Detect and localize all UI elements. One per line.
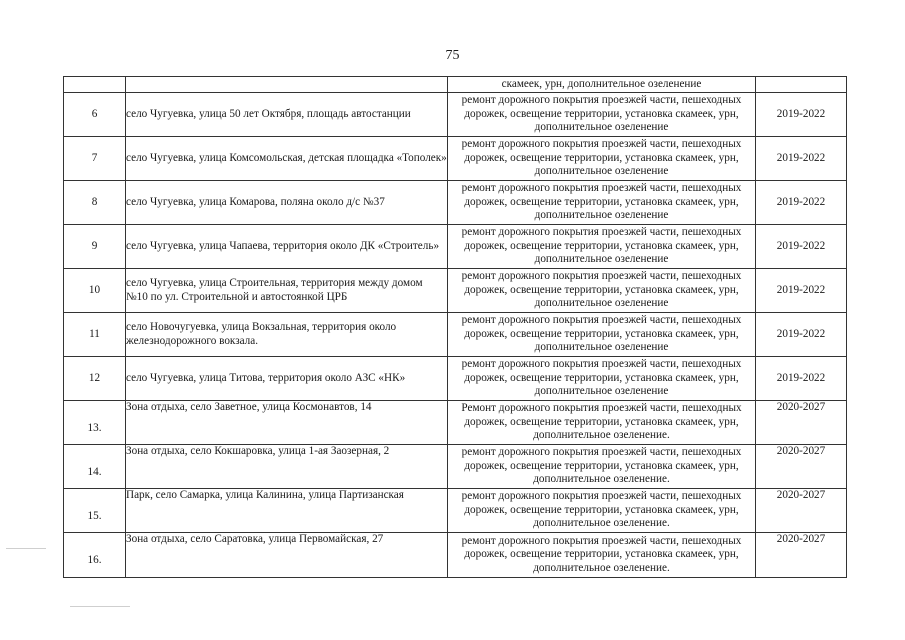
cell-num: 7	[64, 137, 126, 181]
cell-num: 16.	[64, 533, 126, 578]
cell-location: село Новочугуевка, улица Вокзальная, территория около железнодорожного вокзала.	[126, 313, 448, 357]
cell-work: ремонт дорожного покрытия проезжей части, пешеходных дорожек, освещение территории, установка скамеек, урн, дополнительное озеленение	[448, 225, 756, 269]
cell-work: ремонт дорожного покрытия проезжей части, пешеходных дорожек, освещение территории, установка скамеек, урн, дополнительное озеленение.	[448, 533, 756, 578]
table-row	[64, 445, 847, 489]
scan-artifact	[70, 606, 130, 607]
table-row	[64, 225, 847, 269]
cell-period: 2019-2022	[756, 137, 847, 181]
cell-work: ремонт дорожного покрытия проезжей части, пешеходных дорожек, освещение территории, установка скамеек, урн, дополнительное озеленение	[448, 269, 756, 313]
cell-num: 14.	[64, 445, 126, 489]
cell-location: село Чугуевка, улица 50 лет Октября, площадь автостанции	[126, 93, 448, 137]
cell-location: село Чугуевка, улица Комсомольская, детская площадка «Тополек»	[126, 137, 448, 181]
page-number: 75	[445, 48, 460, 63]
cell-work: ремонт дорожного покрытия проезжей части, пешеходных дорожек, освещение территории, установка скамеек, урн, дополнительное озеленение.	[448, 445, 756, 489]
cell-location: Зона отдыха, село Саратовка, улица Первомайская, 27	[126, 533, 448, 578]
cell-num: 15.	[64, 489, 126, 533]
cell-period: 2019-2022	[756, 357, 847, 401]
cell-num: 13.	[64, 401, 126, 445]
scan-artifact	[6, 548, 46, 549]
cell-period	[756, 77, 847, 93]
table-row	[64, 357, 847, 401]
cell-location: село Чугуевка, улица Строительная, территория между домом №10 по ул. Строительной и автостоянкой ЦРБ	[126, 269, 448, 313]
cell-work: ремонт дорожного покрытия проезжей части, пешеходных дорожек, освещение территории, установка скамеек, урн, дополнительное озеленение.	[448, 489, 756, 533]
table-row	[64, 137, 847, 181]
cell-period: 2020-2027	[756, 489, 847, 533]
cell-period: 2019-2022	[756, 93, 847, 137]
cell-period: 2019-2022	[756, 313, 847, 357]
table-row	[64, 313, 847, 357]
cell-work: ремонт дорожного покрытия проезжей части, пешеходных дорожек, освещение территории, установка скамеек, урн, дополнительное озеленение	[448, 137, 756, 181]
table-row	[64, 489, 847, 533]
cell-num: 11	[64, 313, 126, 357]
cell-num: 10	[64, 269, 126, 313]
cell-period: 2020-2027	[756, 401, 847, 445]
cell-location: село Чугуевка, улица Титова, территория около АЗС «НК»	[126, 357, 448, 401]
table-row	[64, 533, 847, 578]
cell-location: Зона отдыха, село Кокшаровка, улица 1-ая Заозерная, 2	[126, 445, 448, 489]
cell-work: ремонт дорожного покрытия проезжей части, пешеходных дорожек, освещение территории, установка скамеек, урн, дополнительное озеленение	[448, 357, 756, 401]
cell-period: 2020-2027	[756, 445, 847, 489]
cell-work: ремонт дорожного покрытия проезжей части, пешеходных дорожек, освещение территории, установка скамеек, урн, дополнительное озеленение	[448, 181, 756, 225]
table-row	[64, 401, 847, 445]
cell-work: ремонт дорожного покрытия проезжей части, пешеходных дорожек, освещение территории, установка скамеек, урн, дополнительное озеленение	[448, 313, 756, 357]
cell-num: 8	[64, 181, 126, 225]
cell-location: село Чугуевка, улица Комарова, поляна около д/с №37	[126, 181, 448, 225]
cell-period: 2019-2022	[756, 181, 847, 225]
cell-location: село Чугуевка, улица Чапаева, территория около ДК «Строитель»	[126, 225, 448, 269]
cell-num: 12	[64, 357, 126, 401]
cell-location: Парк, село Самарка, улица Калинина, улица Партизанская	[126, 489, 448, 533]
cell-period: 2020-2027	[756, 533, 847, 578]
cell-period: 2019-2022	[756, 269, 847, 313]
table-row	[64, 269, 847, 313]
objects-table	[63, 76, 847, 578]
table-row	[64, 181, 847, 225]
table-row-continuation	[64, 77, 847, 93]
table-row	[64, 93, 847, 137]
cell-work: Ремонт дорожного покрытия проезжей части, пешеходных дорожек, освещение территории, установка скамеек, урн, дополнительное озеленение.	[448, 401, 756, 445]
cell-num	[64, 77, 126, 93]
cell-num: 6	[64, 93, 126, 137]
cell-period: 2019-2022	[756, 225, 847, 269]
cell-location	[126, 77, 448, 93]
cell-work: ремонт дорожного покрытия проезжей части, пешеходных дорожек, освещение территории, установка скамеек, урн, дополнительное озеленение	[448, 93, 756, 137]
cell-num: 9	[64, 225, 126, 269]
cell-work: скамеек, урн, дополнительное озеленение	[448, 77, 756, 93]
cell-location: Зона отдыха, село Заветное, улица Космонавтов, 14	[126, 401, 448, 445]
